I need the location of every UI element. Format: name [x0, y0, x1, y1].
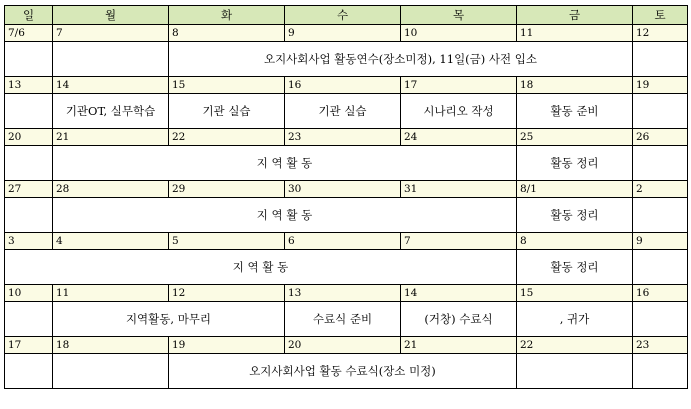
- date-cell: 13: [5, 77, 53, 94]
- event-cell: 지 역 활 동: [53, 198, 517, 233]
- event-cell: 시나리오 작성: [401, 94, 517, 129]
- event-cell: 활동 정리: [517, 146, 633, 181]
- date-cell: 18: [53, 337, 169, 354]
- date-cell: 8/1: [517, 181, 633, 198]
- date-cell: 8: [517, 233, 633, 250]
- event-cell: 수료식 준비: [285, 302, 401, 337]
- weekday-fri: 금: [517, 6, 633, 25]
- date-cell: 10: [401, 25, 517, 42]
- date-cell: 29: [169, 181, 285, 198]
- event-cell: [5, 146, 53, 181]
- date-cell: 23: [285, 129, 401, 146]
- date-cell: 12: [633, 25, 688, 42]
- date-cell: 17: [401, 77, 517, 94]
- event-cell: [53, 354, 169, 389]
- date-cell: 18: [517, 77, 633, 94]
- week-7-events-row: [5, 354, 688, 389]
- date-cell: 31: [401, 181, 517, 198]
- weekday-header-row: [5, 6, 688, 25]
- event-cell: 기관 실습: [285, 94, 401, 129]
- week-6-dates-row: [5, 285, 688, 302]
- weekday-mon: 월: [53, 6, 169, 25]
- week-5-events-row: [5, 250, 688, 285]
- event-cell: (거창) 수료식: [401, 302, 517, 337]
- weekday-sun: 일: [5, 6, 53, 25]
- event-cell: [5, 42, 53, 77]
- date-cell: 20: [285, 337, 401, 354]
- date-cell: 22: [169, 129, 285, 146]
- date-cell: 15: [517, 285, 633, 302]
- event-cell: 기관OT, 실무학습: [53, 94, 169, 129]
- weekday-wed: 수: [285, 6, 401, 25]
- week-4-events-row: [5, 198, 688, 233]
- date-cell: 9: [633, 233, 688, 250]
- event-cell: 활동 정리: [517, 198, 633, 233]
- date-cell: 11: [53, 285, 169, 302]
- date-cell: 9: [285, 25, 401, 42]
- date-cell: 22: [517, 337, 633, 354]
- date-cell: 12: [169, 285, 285, 302]
- event-cell: 활동 준비: [517, 94, 633, 129]
- date-cell: 11: [517, 25, 633, 42]
- event-cell: , 귀가: [517, 302, 633, 337]
- date-cell: 2: [633, 181, 688, 198]
- date-cell: 25: [517, 129, 633, 146]
- event-cell: 지 역 활 동: [53, 146, 517, 181]
- weekday-tue: 화: [169, 6, 285, 25]
- date-cell: 3: [5, 233, 53, 250]
- week-3-dates-row: [5, 129, 688, 146]
- date-cell: 16: [633, 285, 688, 302]
- event-cell: 오지사회사업 활동연수(장소미정), 11일(금) 사전 입소: [169, 42, 633, 77]
- date-cell: 28: [53, 181, 169, 198]
- event-cell: [5, 302, 53, 337]
- event-cell: 오지사회사업 활동 수료식(장소 미정): [169, 354, 517, 389]
- date-cell: 23: [633, 337, 688, 354]
- date-cell: 19: [633, 77, 688, 94]
- date-cell: 19: [169, 337, 285, 354]
- event-cell: [517, 354, 633, 389]
- date-cell: 27: [5, 181, 53, 198]
- date-cell: 21: [53, 129, 169, 146]
- date-cell: 10: [5, 285, 53, 302]
- week-7-dates-row: [5, 337, 688, 354]
- weekday-thu: 목: [401, 6, 517, 25]
- week-4-dates-row: [5, 181, 688, 198]
- event-cell: [633, 250, 688, 285]
- event-cell: [5, 198, 53, 233]
- week-5-dates-row: [5, 233, 688, 250]
- event-cell: 기관 실습: [169, 94, 285, 129]
- event-cell: 지역활동, 마무리: [53, 302, 285, 337]
- date-cell: 30: [285, 181, 401, 198]
- date-cell: 13: [285, 285, 401, 302]
- week-1-dates-row: [5, 25, 688, 42]
- date-cell: 24: [401, 129, 517, 146]
- week-1-events-row: [5, 42, 688, 77]
- date-cell: 26: [633, 129, 688, 146]
- date-cell: 8: [169, 25, 285, 42]
- event-cell: [633, 94, 688, 129]
- date-cell: 7: [401, 233, 517, 250]
- date-cell: 7/6: [5, 25, 53, 42]
- week-3-events-row: [5, 146, 688, 181]
- event-cell: [5, 94, 53, 129]
- date-cell: 15: [169, 77, 285, 94]
- event-cell: 지 역 활 동: [5, 250, 517, 285]
- week-2-dates-row: [5, 77, 688, 94]
- date-cell: 6: [285, 233, 401, 250]
- event-cell: [5, 354, 53, 389]
- event-cell: [633, 198, 688, 233]
- event-cell: 활동 정리: [517, 250, 633, 285]
- week-6-events-row: [5, 302, 688, 337]
- date-cell: 14: [53, 77, 169, 94]
- event-cell: [633, 42, 688, 77]
- date-cell: 14: [401, 285, 517, 302]
- event-cell: [53, 42, 169, 77]
- weekday-sat: 토: [633, 6, 688, 25]
- date-cell: 7: [53, 25, 169, 42]
- date-cell: 21: [401, 337, 517, 354]
- schedule-calendar: [4, 5, 688, 389]
- event-cell: [633, 146, 688, 181]
- date-cell: 4: [53, 233, 169, 250]
- event-cell: [633, 302, 688, 337]
- date-cell: 16: [285, 77, 401, 94]
- date-cell: 20: [5, 129, 53, 146]
- week-2-events-row: [5, 94, 688, 129]
- date-cell: 17: [5, 337, 53, 354]
- event-cell: [633, 354, 688, 389]
- date-cell: 5: [169, 233, 285, 250]
